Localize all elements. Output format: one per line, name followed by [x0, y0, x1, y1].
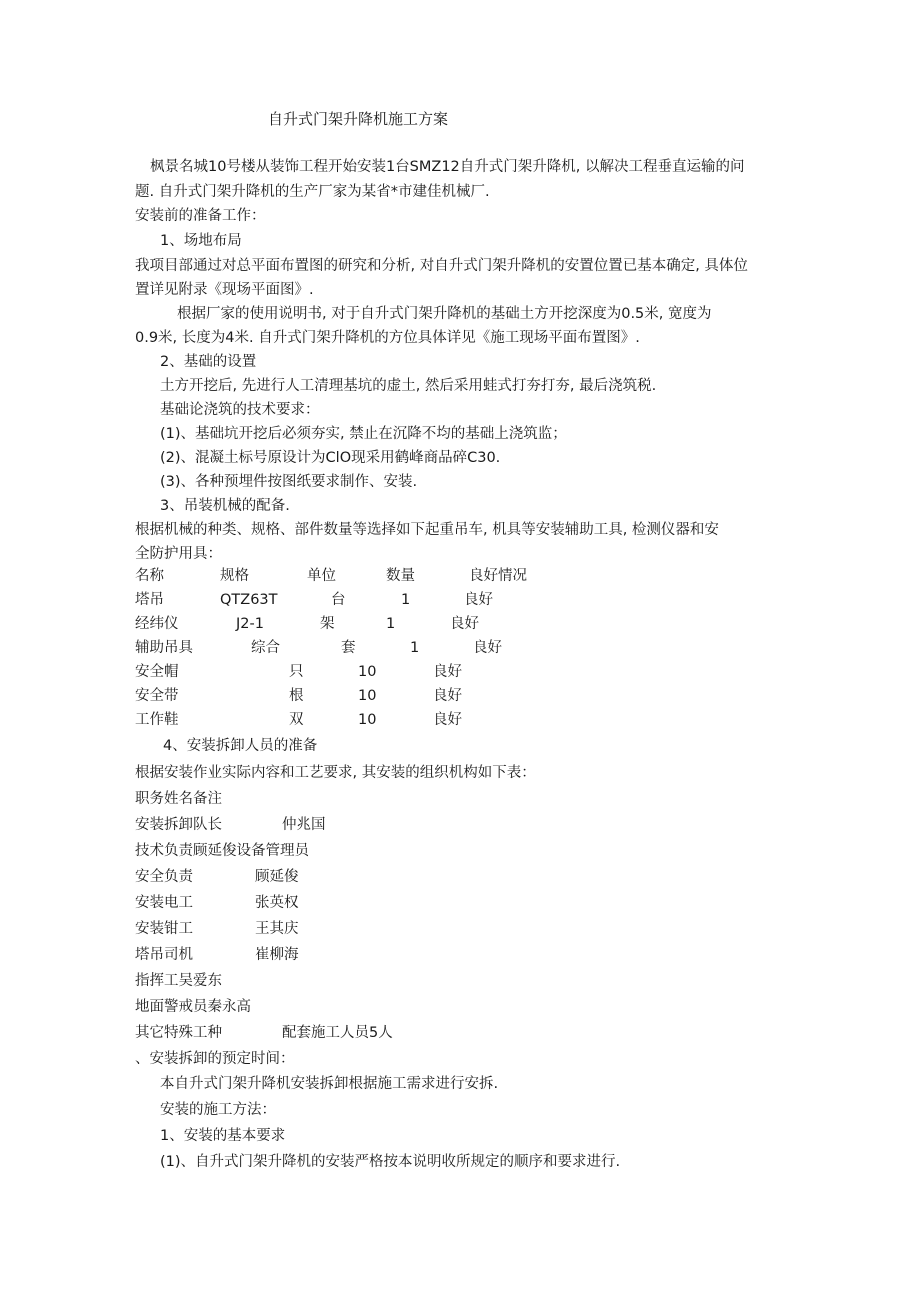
document-title: 自升式门架升降机施工方案	[268, 110, 449, 128]
staff-role: 塔吊司机	[135, 947, 193, 963]
method-1-heading: 1、安装的基本要求	[160, 1128, 286, 1144]
method-heading: 安装的施工方法：	[160, 1102, 276, 1118]
table-cell: 良好	[450, 616, 479, 632]
equipment-header-cell: 规格	[220, 568, 249, 584]
staff-role: 地面警戒员秦永高	[135, 999, 251, 1015]
table-cell: 良好	[464, 592, 493, 608]
section-1-body-line-2: 置详见附录《现场平面图》.	[135, 282, 314, 298]
table-cell: 1	[410, 640, 420, 656]
table-cell: 架	[320, 616, 335, 632]
equipment-header-cell: 数量	[386, 568, 415, 584]
table-cell: 经纬仪	[135, 616, 179, 632]
section-1-heading: 1、场地布局	[160, 233, 242, 249]
table-cell: 10	[358, 664, 377, 680]
section-3-body-line-1: 根据机械的种类、规格、部件数量等选择如下起重吊车, 机具等安装辅助工具, 检测仪器和安	[135, 522, 719, 538]
staff-name: 仲兆国	[282, 817, 326, 833]
table-cell: 1	[401, 592, 411, 608]
table-cell: 良好	[433, 712, 462, 728]
table-cell: 良好	[433, 664, 462, 680]
section-3-body-line-2: 全防护用具：	[135, 546, 222, 562]
equipment-header-cell: 单位	[307, 568, 336, 584]
table-cell: 安全帽	[135, 664, 179, 680]
staff-role: 其它特殊工种	[135, 1025, 222, 1041]
section-4-body: 根据安装作业实际内容和工艺要求, 其安装的组织机构如下表：	[135, 765, 536, 781]
staff-name: 崔柳海	[255, 947, 299, 963]
table-cell: 1	[386, 616, 396, 632]
table-cell: 套	[341, 640, 356, 656]
table-cell: 10	[358, 712, 377, 728]
staff-role: 安装电工	[135, 895, 193, 911]
method-1-item-1: (1)、自升式门架升降机的安装严格按本说明收所规定的顺序和要求进行.	[160, 1154, 621, 1170]
table-cell: QTZ63T	[220, 592, 278, 608]
equipment-header-cell: 名称	[135, 568, 164, 584]
table-cell: 辅助吊具	[135, 640, 193, 656]
staff-name: 配套施工人员5人	[282, 1025, 393, 1041]
table-cell: J2-1	[236, 616, 264, 632]
table-cell: 工作鞋	[135, 712, 179, 728]
section-2-item-1: (1)、基础坑开挖后必须夯实, 禁止在沉降不均的基础上浇筑监；	[160, 426, 567, 442]
section-1-body-line-1: 我项目部通过对总平面布置图的研究和分析, 对自升式门架升降机的安置位置已基本确定, 具体位	[135, 258, 748, 274]
staff-table-header: 职务姓名备注	[135, 791, 222, 807]
staff-role: 技术负责顾延俊设备管理员	[135, 843, 309, 859]
section-2-requirements-heading: 基础论浇筑的技术要求：	[160, 402, 320, 418]
section-2-item-3: (3)、各种预埋件按图纸要求制作、安装.	[160, 474, 418, 490]
section-2-heading: 2、基础的设置	[160, 354, 257, 370]
staff-name: 王其庆	[255, 921, 299, 937]
prep-heading: 安装前的准备工作：	[135, 208, 266, 224]
staff-role: 指挥工吴爱东	[135, 973, 222, 989]
section-4-heading: 4、安装拆卸人员的准备	[163, 738, 318, 754]
staff-role: 安装钳工	[135, 921, 193, 937]
staff-role: 安全负责	[135, 869, 193, 885]
section-2-item-2: (2)、混凝土标号原设计为ClO现采用鹤峰商品碎C30.	[160, 450, 501, 466]
section-2-body: 土方开挖后, 先进行人工清理基坑的虚土, 然后采用蛙式打夯打夯, 最后浇筑税.	[160, 378, 657, 394]
section-5-body: 本自升式门架升降机安装拆卸根据施工需求进行安拆.	[160, 1076, 499, 1092]
table-cell: 良好	[473, 640, 502, 656]
section-1-body2-line-2: 0.9米, 长度为4米. 自升式门架升降机的方位具体详见《施工现场平面布置图》.	[135, 330, 640, 346]
table-cell: 塔吊	[135, 592, 164, 608]
staff-role: 安装拆卸队长	[135, 817, 222, 833]
table-cell: 双	[289, 712, 304, 728]
table-cell: 根	[289, 688, 304, 704]
intro-line-2: 题. 自升式门架升降机的生产厂家为某省*市建佳机械厂.	[135, 184, 490, 200]
table-cell: 安全带	[135, 688, 179, 704]
table-cell: 台	[331, 592, 346, 608]
table-cell: 综合	[251, 640, 280, 656]
table-cell: 只	[289, 664, 304, 680]
section-3-heading: 3、吊装机械的配备.	[160, 498, 290, 514]
table-cell: 良好	[433, 688, 462, 704]
equipment-header-cell: 良好情况	[469, 568, 527, 584]
section-1-body2-line-1: 根据厂家的使用说明书, 对于自升式门架升降机的基础土方开挖深度为0.5米, 宽度为	[177, 306, 712, 322]
section-5-heading: 、安装拆卸的预定时间：	[135, 1051, 295, 1067]
staff-name: 张英权	[255, 895, 299, 911]
staff-name: 顾延俊	[255, 869, 299, 885]
table-cell: 10	[358, 688, 377, 704]
intro-line-1: 枫景名城10号楼从装饰工程开始安装1台SMZ12自升式门架升降机, 以解决工程垂直运输的问	[150, 159, 745, 175]
